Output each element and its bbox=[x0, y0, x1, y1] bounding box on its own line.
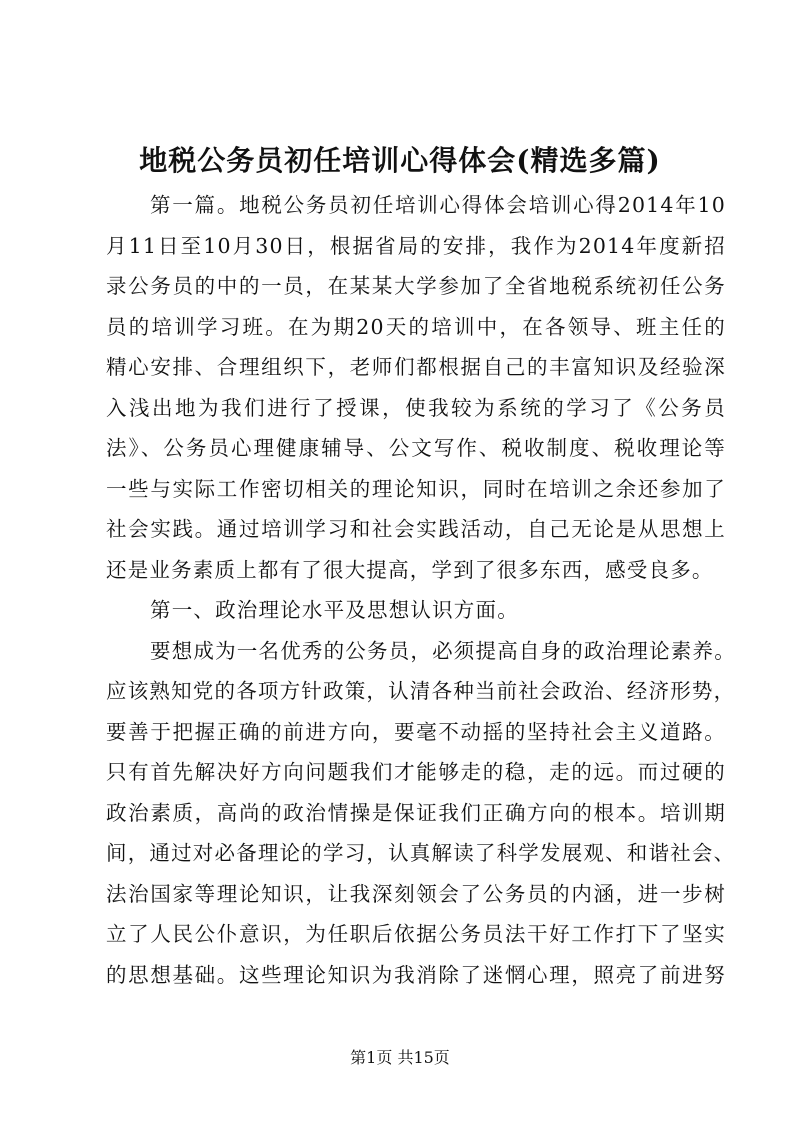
paragraph-line: 还是业务素质上都有了很大提高，学到了很多东西，感受良多。 bbox=[106, 557, 714, 582]
section-heading: 第一、政治理论水平及思想认识方面。 bbox=[150, 598, 519, 622]
page-number-footer: 第1页 共15页 bbox=[350, 1048, 450, 1067]
document-body bbox=[106, 185, 736, 995]
paragraph-line: 社会实践。通过培训学习和社会实践活动，自己无论是从思想上 bbox=[106, 517, 726, 541]
paragraph-line: 法治国家等理论知识，让我深刻领会了公务员的内涵，进一步树 bbox=[106, 881, 726, 906]
paragraph-line: 政治素质，高尚的政治情操是保证我们正确方向的根本。培训期 bbox=[106, 800, 726, 825]
paragraph-line: 要想成为一名优秀的公务员，必须提高自身的政治理论素养。 bbox=[150, 638, 736, 663]
paragraph-line: 间，通过对必备理论的学习，认真解读了科学发展观、和谐社会、 bbox=[106, 841, 736, 865]
paragraph-line: 应该熟知党的各项方针政策，认清各种当前社会政治、经济形势， bbox=[106, 679, 736, 703]
paragraph-line: 员的培训学习班。在为期20天的培训中，在各领导、班主任的 bbox=[106, 314, 726, 339]
paragraph-line: 入浅出地为我们进行了授课，使我较为系统的学习了《公务员 bbox=[106, 395, 726, 420]
paragraph-line: 要善于把握正确的前进方向，要毫不动摇的坚持社会主义道路。 bbox=[106, 719, 726, 744]
paragraph-line: 立了人民公仆意识，为任职后依据公务员法干好工作打下了坚实 bbox=[106, 922, 726, 946]
paragraph-line: 只有首先解决好方向问题我们才能够走的稳，走的远。而过硬的 bbox=[106, 760, 726, 784]
paragraph-line: 录公务员的中的一员，在某某大学参加了全省地税系统初任公务 bbox=[106, 274, 726, 298]
paragraph-line: 的思想基础。这些理论知识为我消除了迷惘心理，照亮了前进努 bbox=[106, 962, 726, 987]
paragraph-line: 第一篇。地税公务员初任培训心得体会培训心得2014年10 bbox=[150, 193, 726, 217]
paragraph-line: 精心安排、合理组织下，老师们都根据自己的丰富知识及经验深 bbox=[106, 355, 726, 379]
paragraph-line: 月11日至10月30日，根据省局的安排，我作为2014年度新招 bbox=[106, 233, 726, 258]
document-title: 地税公务员初任培训心得体会(精选多篇) bbox=[139, 144, 661, 177]
paragraph-line: 法》、公务员心理健康辅导、公文写作、税收制度、税收理论等 bbox=[106, 436, 726, 460]
paragraph-line: 一些与实际工作密切相关的理论知识，同时在培训之余还参加了 bbox=[106, 476, 726, 501]
